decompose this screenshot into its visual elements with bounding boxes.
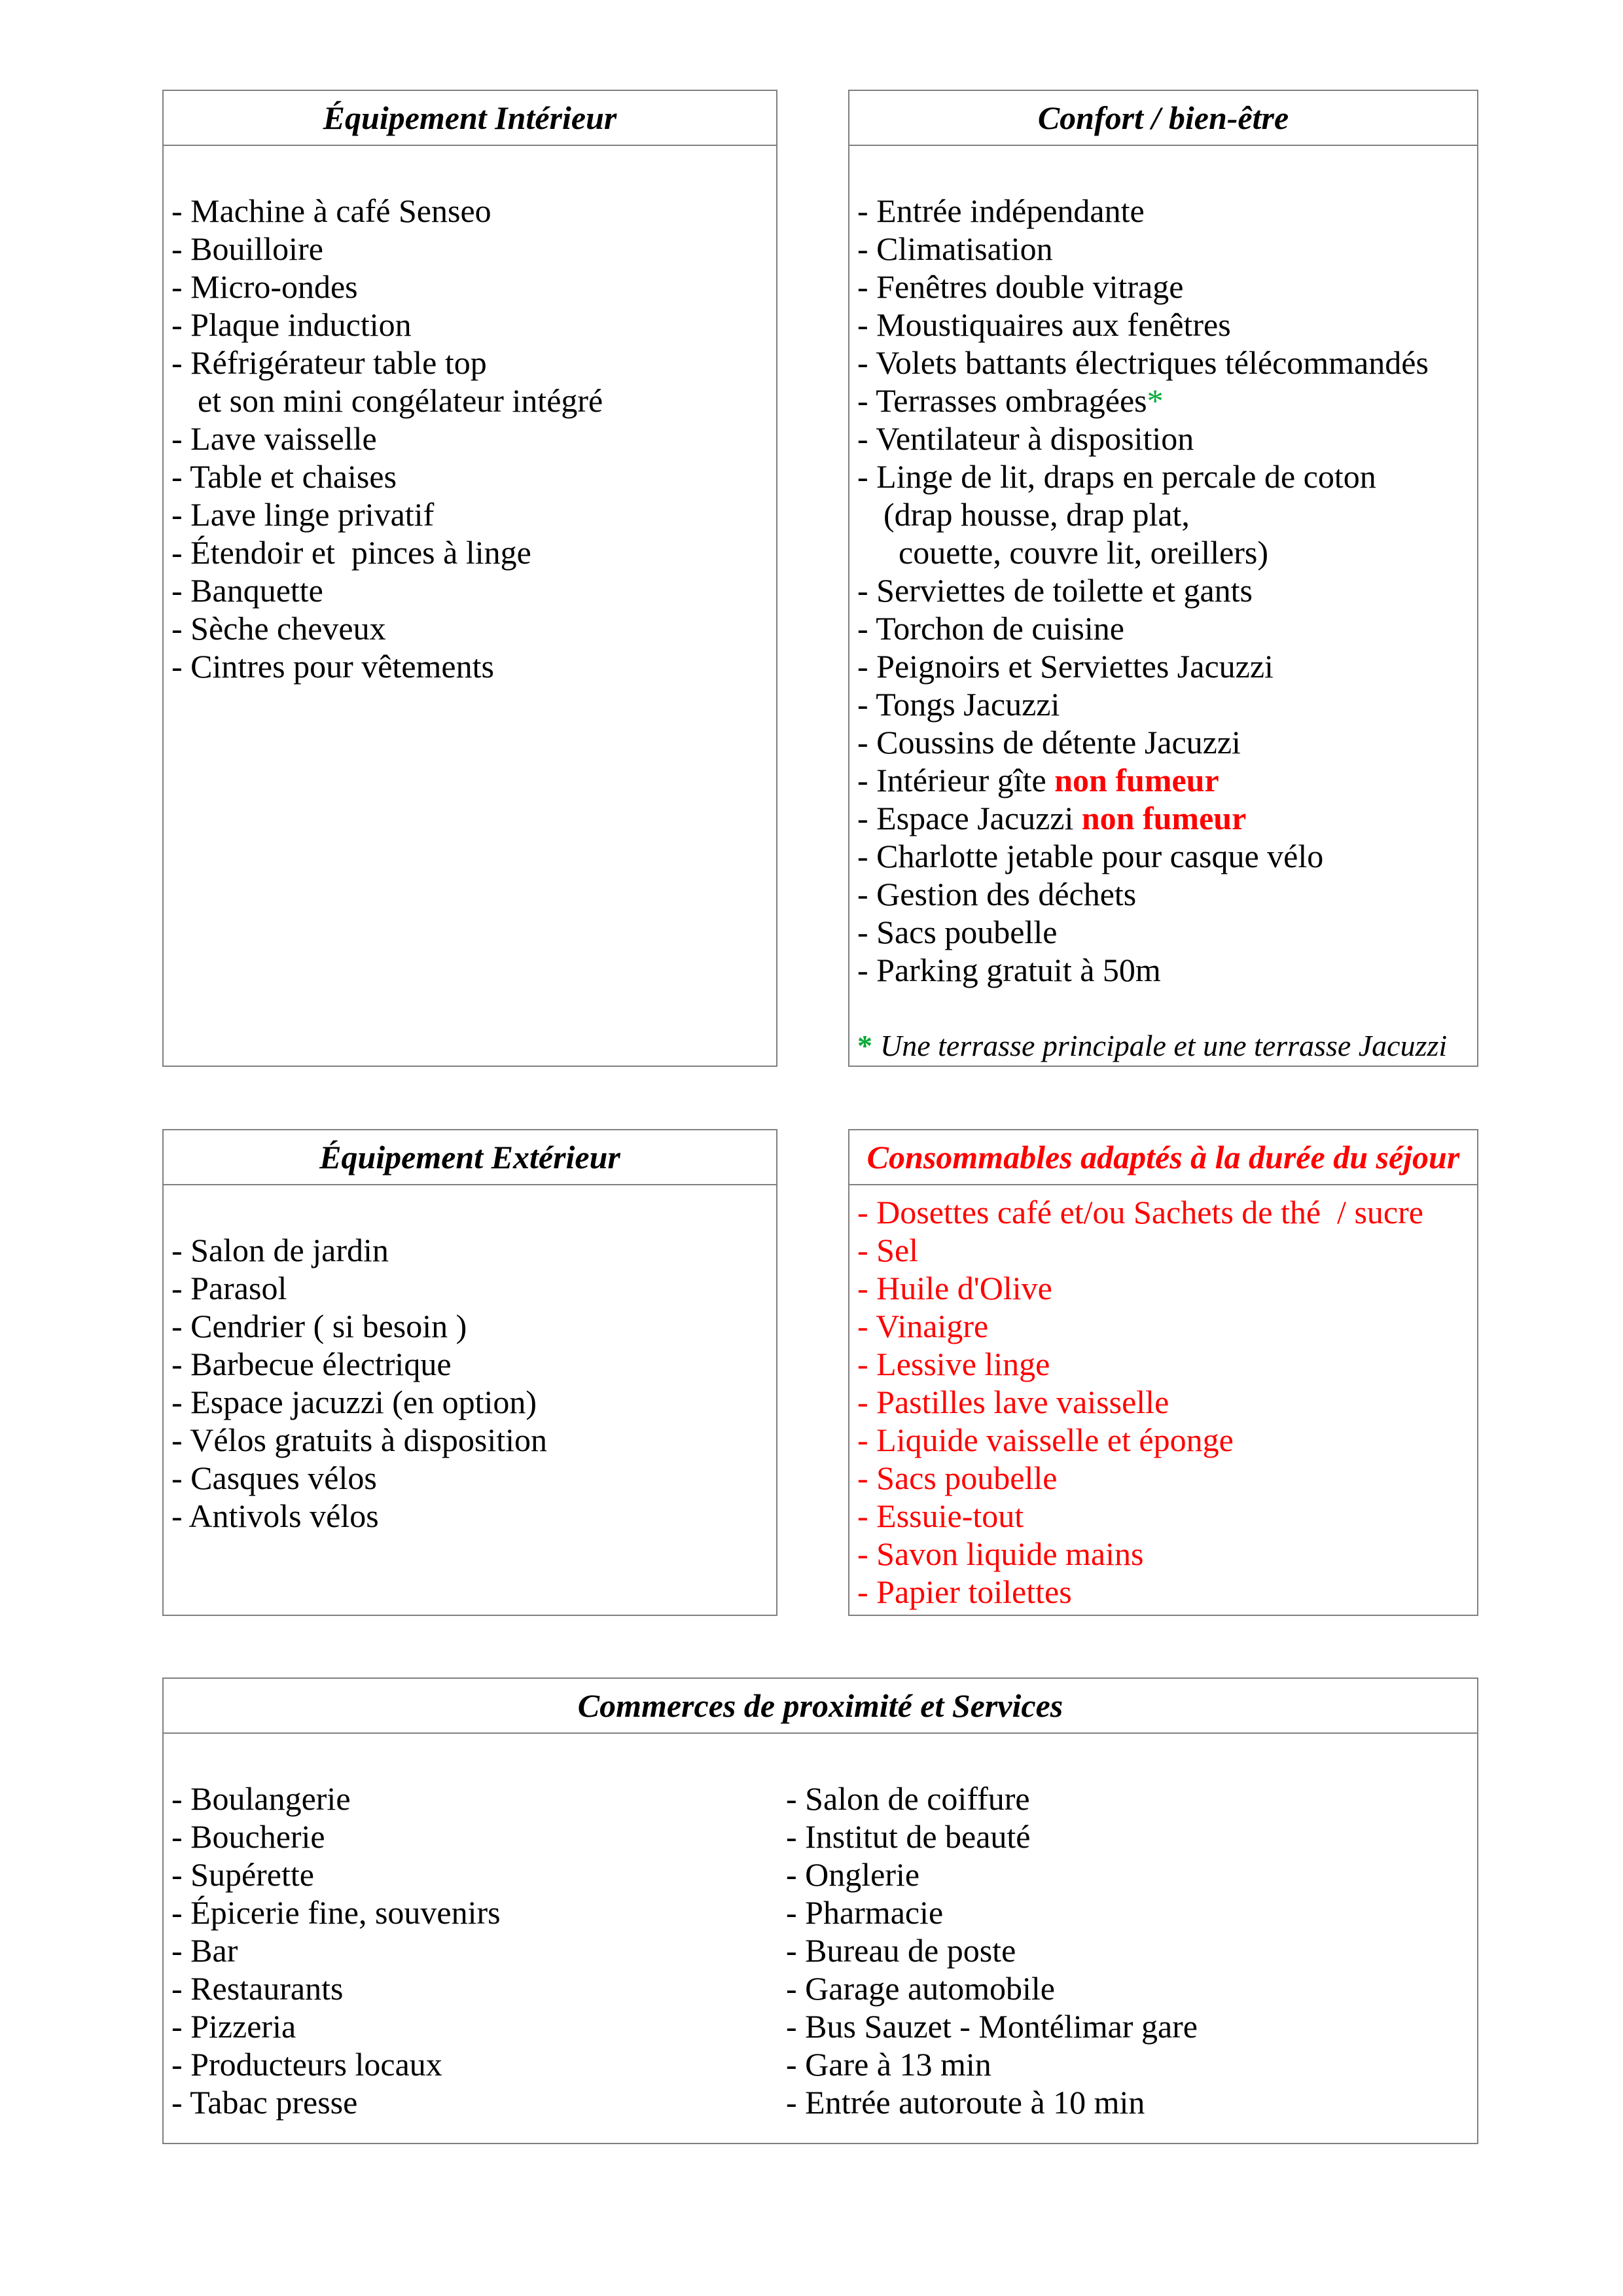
list-item: - Plaque induction [171,306,412,343]
list-item: - Parking gratuit à 50m [857,952,1161,988]
list-item: - Papier toilettes [857,1573,1072,1610]
equipement-interieur-panel [162,90,777,1067]
list-item: - Machine à café Senseo [171,192,491,229]
list-item: - Ventilateur à disposition [857,420,1194,457]
panel-header [164,1679,1477,1734]
list-item [857,799,1477,837]
list-item: - Coussins de détente Jacuzzi [857,724,1241,761]
panel-body [849,1185,1477,1611]
list-item: - Vinaigre [857,1308,989,1344]
list-item: - Sacs poubelle [857,1460,1058,1496]
list-item: - Barbecue électrique [171,1346,452,1382]
non-smoking-label: non fumeur [1081,800,1247,836]
list-item: - Fenêtres double vitrage [857,268,1184,305]
list-item: - Gare à 13 min [786,2046,991,2083]
list-item: - Sacs poubelle [857,914,1058,950]
list-item: - Casques vélos [171,1460,377,1496]
panel-header [164,1130,776,1185]
list-item: - Tabac presse [171,2084,358,2121]
list-item: - Réfrigérateur table top [171,344,487,381]
list-item: - Sèche cheveux [171,610,386,647]
list-item: - Climatisation [857,230,1053,267]
list-item-continuation: (drap housse, drap plat, [883,496,1190,533]
footnote-text: Une terrasse principale et une terrasse Jacuzzi [880,1029,1448,1062]
list-item: - Tongs Jacuzzi [857,686,1060,723]
list-item: - Cendrier ( si besoin ) [171,1308,467,1344]
panel-header [849,1130,1477,1185]
panel-title: Commerces de proximité et Services [577,1687,1063,1724]
list-item: - Volets battants électriques télécommandés [857,344,1429,381]
list-item: - Lave vaisselle [171,420,377,457]
list-item [857,761,1477,799]
list-item: - Vélos gratuits à disposition [171,1422,548,1458]
list-item: - Bureau de poste [786,1932,1016,1969]
list-item: - Pharmacie [786,1894,944,1931]
list-item: - Garage automobile [786,1970,1055,2007]
list-item: - Lave linge privatif [171,496,435,533]
list-item [857,382,1477,420]
list-item: - Banquette [171,572,323,609]
list-item: - Restaurants [171,1970,344,2007]
list-item: - Micro-ondes [171,268,358,305]
item-text: - Terrasses ombragées [857,382,1147,419]
asterisk-mark: * [1147,382,1164,419]
consommables-panel [848,1129,1478,1616]
commerces-left-column [171,1780,786,2121]
list-item: - Onglerie [786,1856,920,1893]
list-item: - Essuie-tout [857,1498,1024,1534]
list-item: - Cintres pour vêtements [171,648,494,685]
list-item: - Serviettes de toilette et gants [857,572,1253,609]
list-item: - Lessive linge [857,1346,1050,1382]
list-item: - Salon de coiffure [786,1780,1030,1817]
panel-body [164,146,776,685]
commerces-panel [162,1677,1478,2144]
list-item: - Pizzeria [171,2008,296,2045]
panel-body [164,1734,1477,2121]
panel-body [164,1185,776,1535]
list-item-continuation: et son mini congélateur intégré [198,382,603,419]
list-item: - Étendoir et pinces à linge [171,534,531,571]
panel-header [849,91,1477,146]
list-item: - Torchon de cuisine [857,610,1124,647]
list-item: - Institut de beauté [786,1818,1031,1855]
list-item: - Salon de jardin [171,1232,389,1268]
list-item: - Gestion des déchets [857,876,1137,912]
confort-panel [848,90,1478,1067]
item-text: - Espace Jacuzzi [857,800,1082,836]
list-item: - Pastilles lave vaisselle [857,1384,1169,1420]
list-item: - Savon liquide mains [857,1535,1144,1572]
list-item: - Bus Sauzet - Montélimar gare [786,2008,1198,2045]
list-item: - Antivols vélos [171,1498,379,1534]
list-item: - Dosettes café et/ou Sachets de thé / sucre [857,1194,1423,1230]
list-item: - Parasol [171,1270,287,1306]
list-item: - Espace jacuzzi (en option) [171,1384,537,1420]
list-item: - Supérette [171,1856,314,1893]
non-smoking-label: non fumeur [1054,762,1219,798]
footnote [857,1027,1477,1065]
list-item: - Peignoirs et Serviettes Jacuzzi [857,648,1274,685]
list-item: - Producteurs locaux [171,2046,442,2083]
list-item: - Bouilloire [171,230,323,267]
list-item: - Moustiquaires aux fenêtres [857,306,1231,343]
list-item: - Linge de lit, draps en percale de coton [857,458,1376,495]
panel-title: Équipement Extérieur [319,1139,620,1175]
list-item: - Huile d'Olive [857,1270,1052,1306]
commerces-right-column [786,1780,1477,2121]
panel-title: Équipement Intérieur [323,99,617,136]
item-text: - Intérieur gîte [857,762,1055,798]
panel-body [849,146,1477,1065]
list-item: - Épicerie fine, souvenirs [171,1894,501,1931]
list-item: - Boucherie [171,1818,325,1855]
list-item: - Sel [857,1232,919,1268]
list-item: - Bar [171,1932,238,1969]
panel-header [164,91,776,146]
panel-title: Confort / bien-être [1037,99,1289,136]
panel-title: Consommables adaptés à la durée du séjour [866,1139,1460,1175]
footnote-asterisk: * [857,1029,872,1062]
list-item: - Boulangerie [171,1780,351,1817]
list-item: - Entrée autoroute à 10 min [786,2084,1145,2121]
list-item: - Charlotte jetable pour casque vélo [857,838,1324,874]
list-item: - Entrée indépendante [857,192,1145,229]
list-item-continuation: couette, couvre lit, oreillers) [899,534,1269,571]
equipement-exterieur-panel [162,1129,777,1616]
list-item: - Liquide vaisselle et éponge [857,1422,1234,1458]
list-item: - Table et chaises [171,458,397,495]
